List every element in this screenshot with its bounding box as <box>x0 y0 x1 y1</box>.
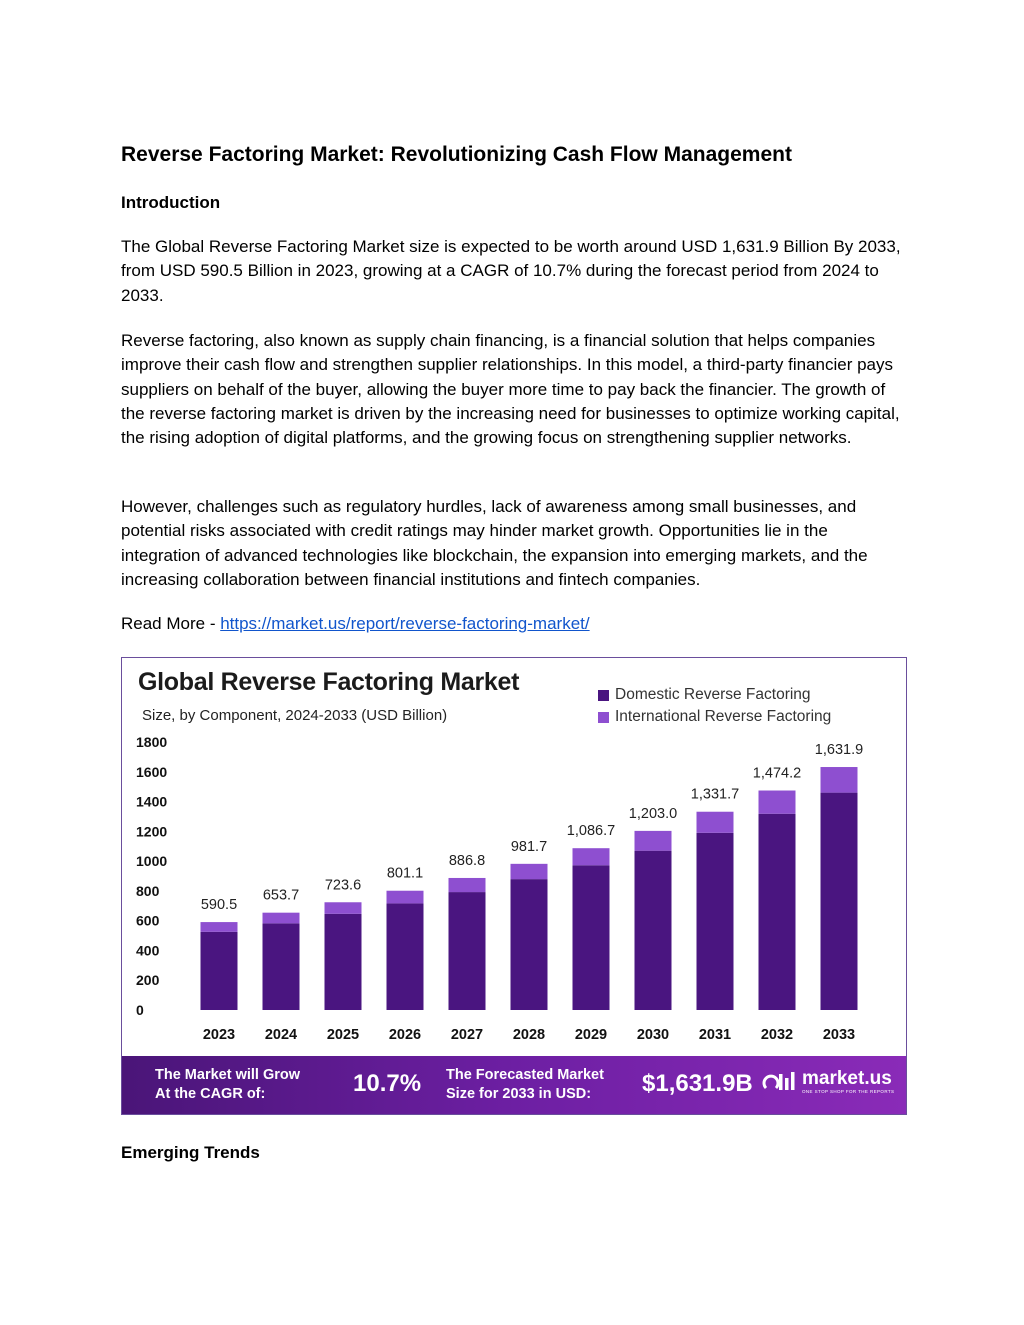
bar-international <box>635 831 672 851</box>
cagr-label-line1: The Market will Grow <box>155 1067 301 1083</box>
y-tick-label: 1000 <box>136 853 168 870</box>
bar-domestic <box>201 932 238 1010</box>
bar-domestic <box>573 865 610 1010</box>
bar-international <box>821 767 858 793</box>
chart-legend <box>598 684 831 728</box>
read-more-label: Read More - <box>121 614 221 633</box>
bar-total-label: 1,086.7 <box>566 823 616 840</box>
market-us-logo-icon <box>762 1068 798 1096</box>
legend-swatch-domestic <box>598 690 609 701</box>
x-tick-label: 2024 <box>264 1027 298 1043</box>
forecast-label-line1: The Forecasted Market <box>446 1067 604 1083</box>
cagr-value: 10.7% <box>353 1070 422 1097</box>
brand-tagline: ONE STOP SHOP FOR THE REPORTS <box>802 1089 895 1094</box>
bar-international <box>387 891 424 904</box>
legend-label-domestic: Domestic Reverse Factoring <box>615 686 811 703</box>
bar-total-label: 723.6 <box>324 877 362 894</box>
bar-total-label: 590.5 <box>200 897 238 914</box>
y-tick-label: 800 <box>136 882 160 899</box>
bar-international <box>511 864 548 879</box>
report-link[interactable]: https://market.us/report/reverse-factoring-market/ <box>220 614 590 633</box>
page-title: Reverse Factoring Market: Revolutionizing Cash Flow Management <box>121 143 792 166</box>
x-tick-label: 2031 <box>698 1027 732 1043</box>
bar-total-label: 1,331.7 <box>690 786 740 803</box>
forecast-value: $1,631.9B <box>642 1070 753 1097</box>
brand-name: market.us <box>802 1068 892 1089</box>
legend-label-international: International Reverse Factoring <box>615 708 832 725</box>
bar-domestic <box>263 923 300 1010</box>
definition-paragraph: Reverse factoring, also known as supply chain financing, is a financial solution that helps companies improve their cash flow and strengthen supplier relationships. In this model, a third-party financier pays suppliers on behalf of the buyer, allowing the buyer more time to pay back the financier. The growth of the reverse factoring market is driven by the increasing need for businesses to optimize working capital, the rising adoption of digital platforms, and the growing focus on strengthening supplier networks. <box>121 331 900 448</box>
x-tick-label: 2026 <box>388 1027 422 1043</box>
x-tick-label: 2023 <box>202 1027 236 1043</box>
bar-total-label: 1,474.2 <box>752 765 802 782</box>
bar-international <box>697 812 734 833</box>
bar-domestic <box>697 833 734 1010</box>
bar-total-label: 801.1 <box>386 865 424 882</box>
bar-domestic <box>449 892 486 1010</box>
y-tick-label: 0 <box>136 1002 144 1018</box>
x-tick-label: 2030 <box>636 1027 670 1043</box>
x-tick-label: 2033 <box>822 1027 856 1043</box>
cagr-label <box>155 1066 300 1104</box>
x-tick-label: 2028 <box>512 1027 546 1043</box>
y-tick-label: 1600 <box>136 763 168 780</box>
forecast-label-line2: Size for 2033 in USD: <box>446 1086 592 1102</box>
bar-total-label: 653.7 <box>262 887 300 904</box>
y-tick-label: 400 <box>136 942 160 959</box>
bar-domestic <box>511 879 548 1010</box>
y-tick-label: 600 <box>136 912 160 929</box>
y-tick-label: 200 <box>136 972 160 989</box>
summary-banner <box>122 1056 907 1115</box>
bar-domestic <box>325 914 362 1010</box>
intro-paragraph: The Global Reverse Factoring Market size is expected to be worth around USD 1,631.9 Billion By 2033, from USD 590.5 Billion in 2023, growing at a CAGR of 10.7% during the forecast period from 2024 to 2033. <box>121 237 901 305</box>
intro-heading: Introduction <box>121 193 221 212</box>
bar-chart <box>122 728 907 1053</box>
bar-international <box>263 913 300 924</box>
bar-domestic <box>759 814 796 1010</box>
bar-international <box>759 791 796 814</box>
bar-domestic <box>635 851 672 1010</box>
legend-swatch-international <box>598 712 609 723</box>
chart-subtitle: Size, by Component, 2024-2033 (USD Billion) <box>142 707 448 724</box>
bar-international <box>201 922 238 932</box>
bar-international <box>573 848 610 865</box>
bar-total-label: 981.7 <box>510 838 548 855</box>
challenges-paragraph: However, challenges such as regulatory hurdles, lack of awareness among small businesses, and potential risks associated with credit ratings may hinder market growth. Opportunities lie in the integration of advanced technologies like blockchain, the expansion into emerging markets, and the increasing collaboration between financial institutions and fintech companies. <box>121 497 868 589</box>
bar-total-label: 1,203.0 <box>628 805 678 822</box>
x-tick-label: 2029 <box>574 1027 608 1043</box>
read-more-line <box>121 612 907 636</box>
cagr-label-line2: At the CAGR of: <box>155 1086 266 1102</box>
y-tick-label: 1800 <box>136 734 168 750</box>
trends-heading: Emerging Trends <box>121 1143 260 1162</box>
bar-total-label: 886.8 <box>448 852 486 869</box>
y-tick-label: 1400 <box>136 793 168 810</box>
x-tick-label: 2032 <box>760 1027 794 1043</box>
brand-logo <box>762 1068 894 1096</box>
bar-international <box>449 878 486 892</box>
x-tick-label: 2025 <box>326 1027 360 1043</box>
x-tick-label: 2027 <box>450 1027 484 1043</box>
bar-domestic <box>387 903 424 1010</box>
chart-title: Global Reverse Factoring Market <box>138 668 520 696</box>
forecast-label <box>446 1066 604 1104</box>
bar-domestic <box>821 793 858 1010</box>
y-tick-label: 1200 <box>136 823 168 840</box>
legend-item-domestic <box>598 684 831 706</box>
bar-total-label: 1,631.9 <box>814 742 864 759</box>
legend-item-international <box>598 706 831 728</box>
bar-international <box>325 902 362 914</box>
market-chart-figure <box>121 657 907 1115</box>
